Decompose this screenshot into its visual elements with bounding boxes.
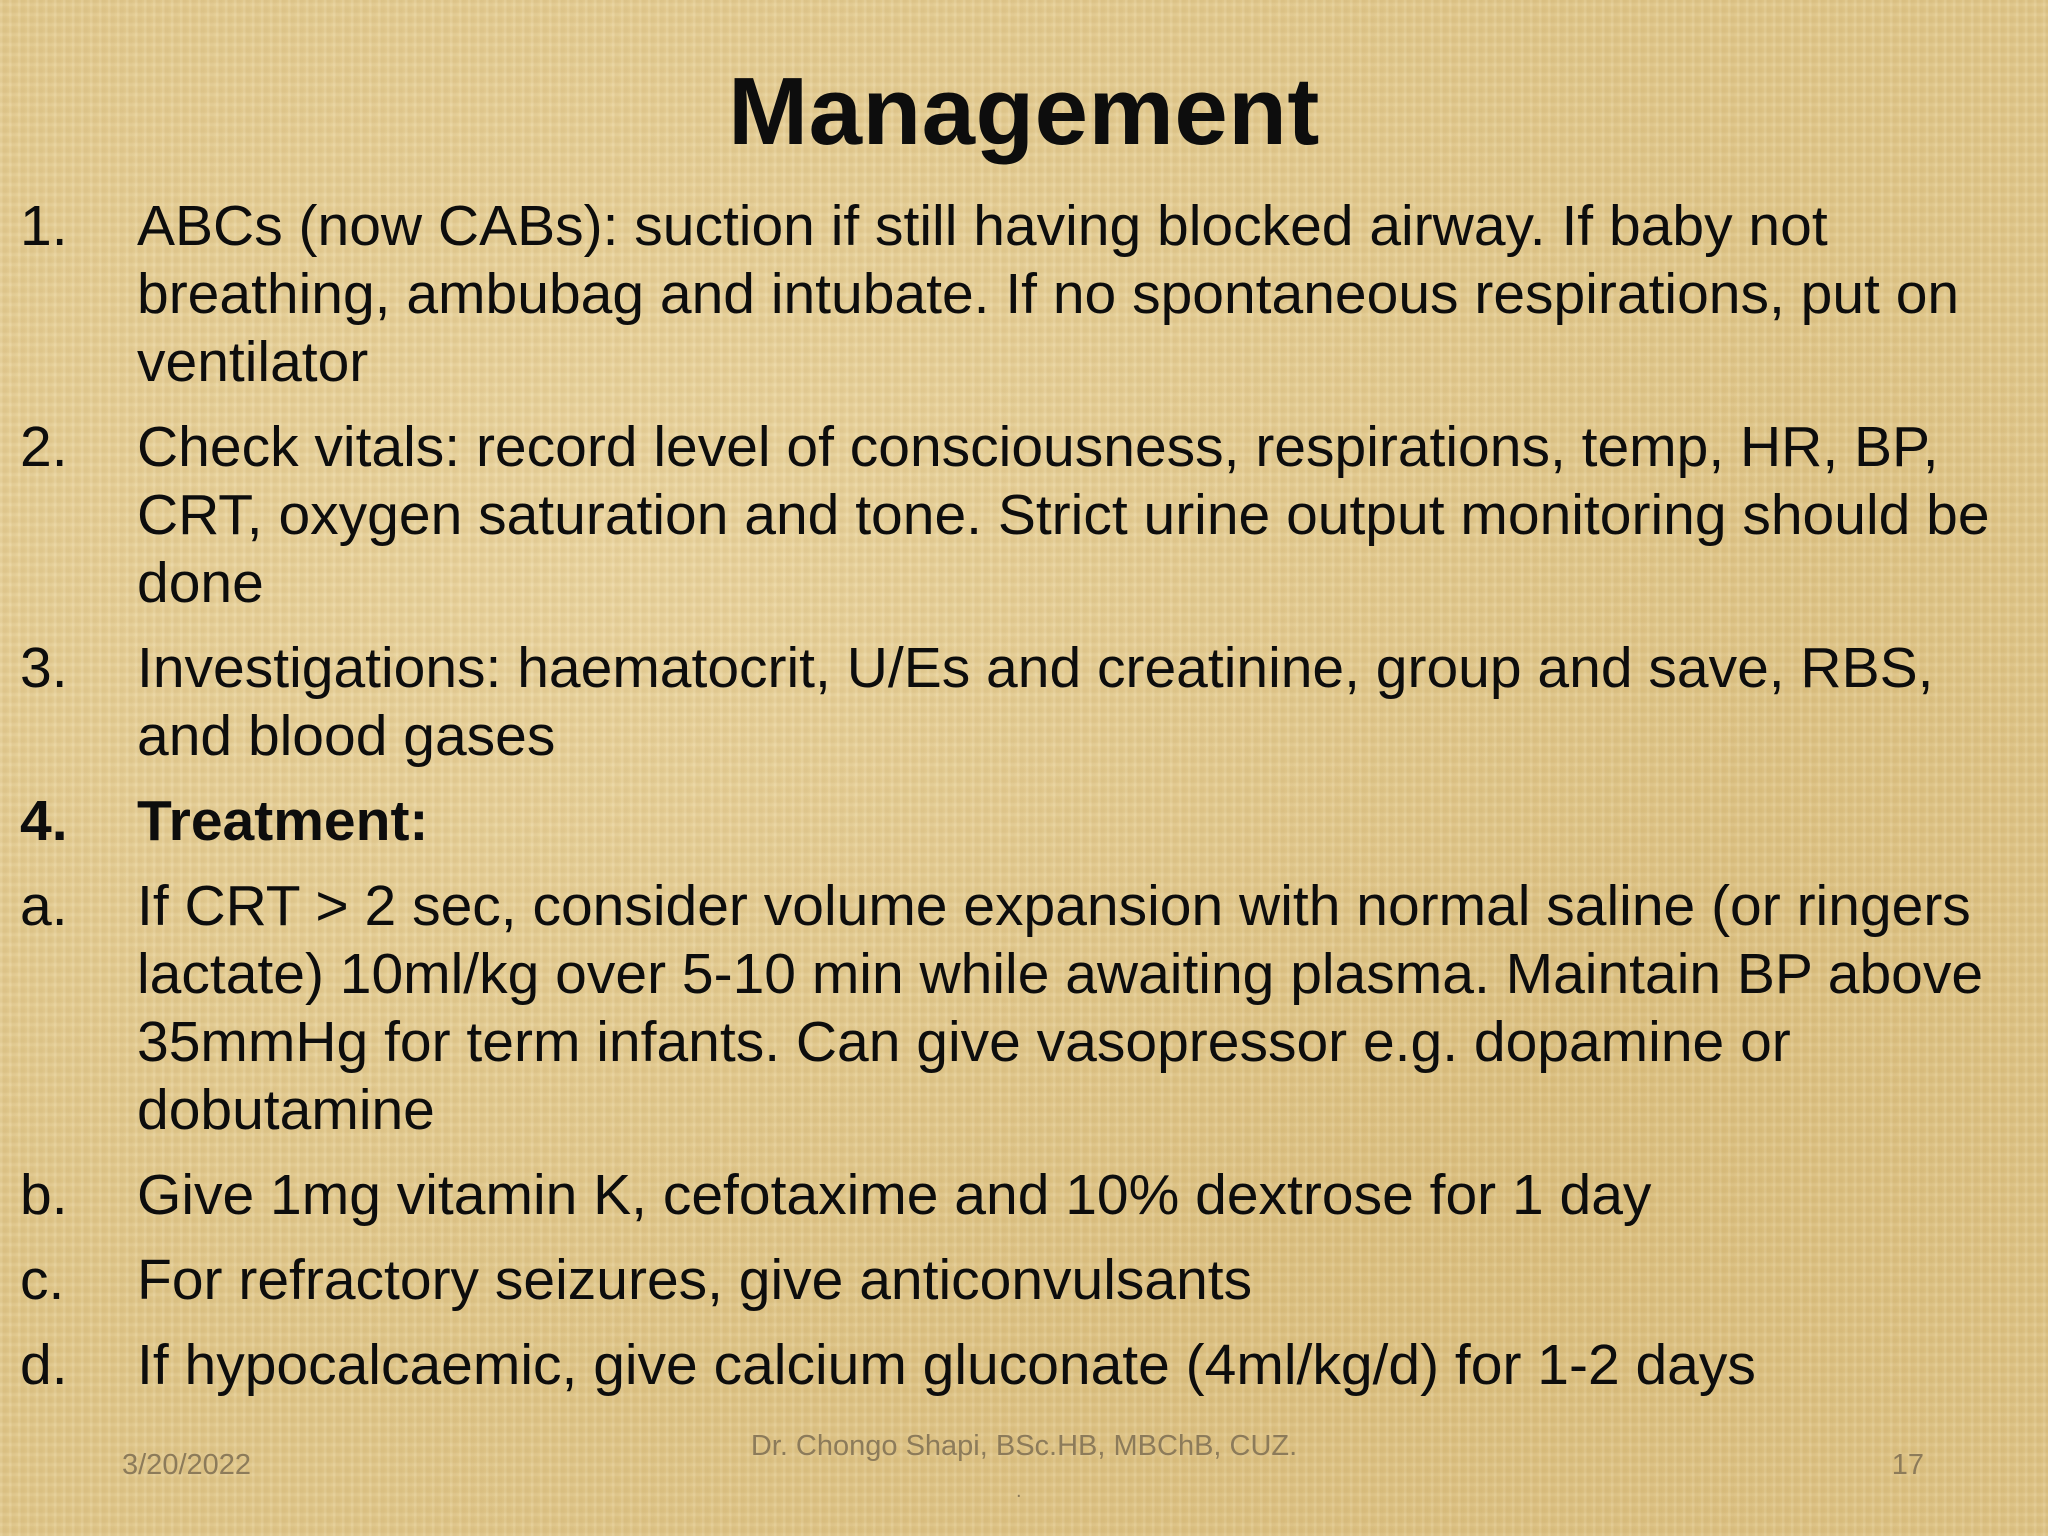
list-marker: 2. [20, 415, 68, 479]
list-marker: 4. [20, 789, 68, 853]
list-item-c [20, 1246, 2030, 1314]
list-marker: a. [20, 874, 68, 938]
list-item-text: Check vitals: record level of consciousness, respirations, temp, HR, BP, CRT, oxygen saturation and tone. Strict urine output monitoring should be done [137, 415, 1990, 615]
list-marker: 1. [20, 194, 68, 258]
list-marker: d. [20, 1333, 68, 1397]
list-item-4-treatment-heading [20, 787, 2030, 855]
footer-author: Dr. Chongo Shapi, BSc.HB, MBChB, CUZ. [750, 1430, 1298, 1462]
list-item-d [20, 1331, 2030, 1399]
list-item-text: Give 1mg vitamin K, cefotaxime and 10% dextrose for 1 day [137, 1163, 1652, 1227]
slide-number: 17 [1891, 1449, 1924, 1481]
list-marker: c. [20, 1248, 65, 1312]
list-item-1 [20, 192, 2030, 396]
slide-title: Management [728, 58, 1320, 165]
list-item-text: For refractory seizures, give anticonvulsants [137, 1248, 1253, 1312]
footer-date: 3/20/2022 [122, 1449, 252, 1481]
list-marker: b. [20, 1163, 68, 1227]
list-item-3 [20, 634, 2030, 770]
management-list [20, 192, 2030, 1416]
list-item-text: If CRT > 2 sec, consider volume expansion with normal saline (or ringers lactate) 10ml/kg over 5-10 min while awaiting plasma. Maintain BP above 35mmHg for term infants. Can give vasopressor e.g. dopamine or dobutamine [137, 874, 1984, 1142]
list-item-2 [20, 413, 2030, 617]
list-item-text: Investigations: haematocrit, U/Es and creatinine, group and save, RBS, and blood gases [137, 636, 1934, 768]
list-item-text: If hypocalcaemic, give calcium gluconate (4ml/kg/d) for 1-2 days [137, 1333, 1756, 1397]
footer-dot: . [1016, 1480, 1022, 1502]
list-item-text: ABCs (now CABs): suction if still having blocked airway. If baby not breathing, ambubag and intubate. If no spontaneous respirations, put on ventilator [137, 194, 1960, 394]
list-marker: 3. [20, 636, 68, 700]
list-item-text: Treatment: [137, 789, 429, 853]
list-item-b [20, 1161, 2030, 1229]
list-item-a [20, 872, 2030, 1144]
